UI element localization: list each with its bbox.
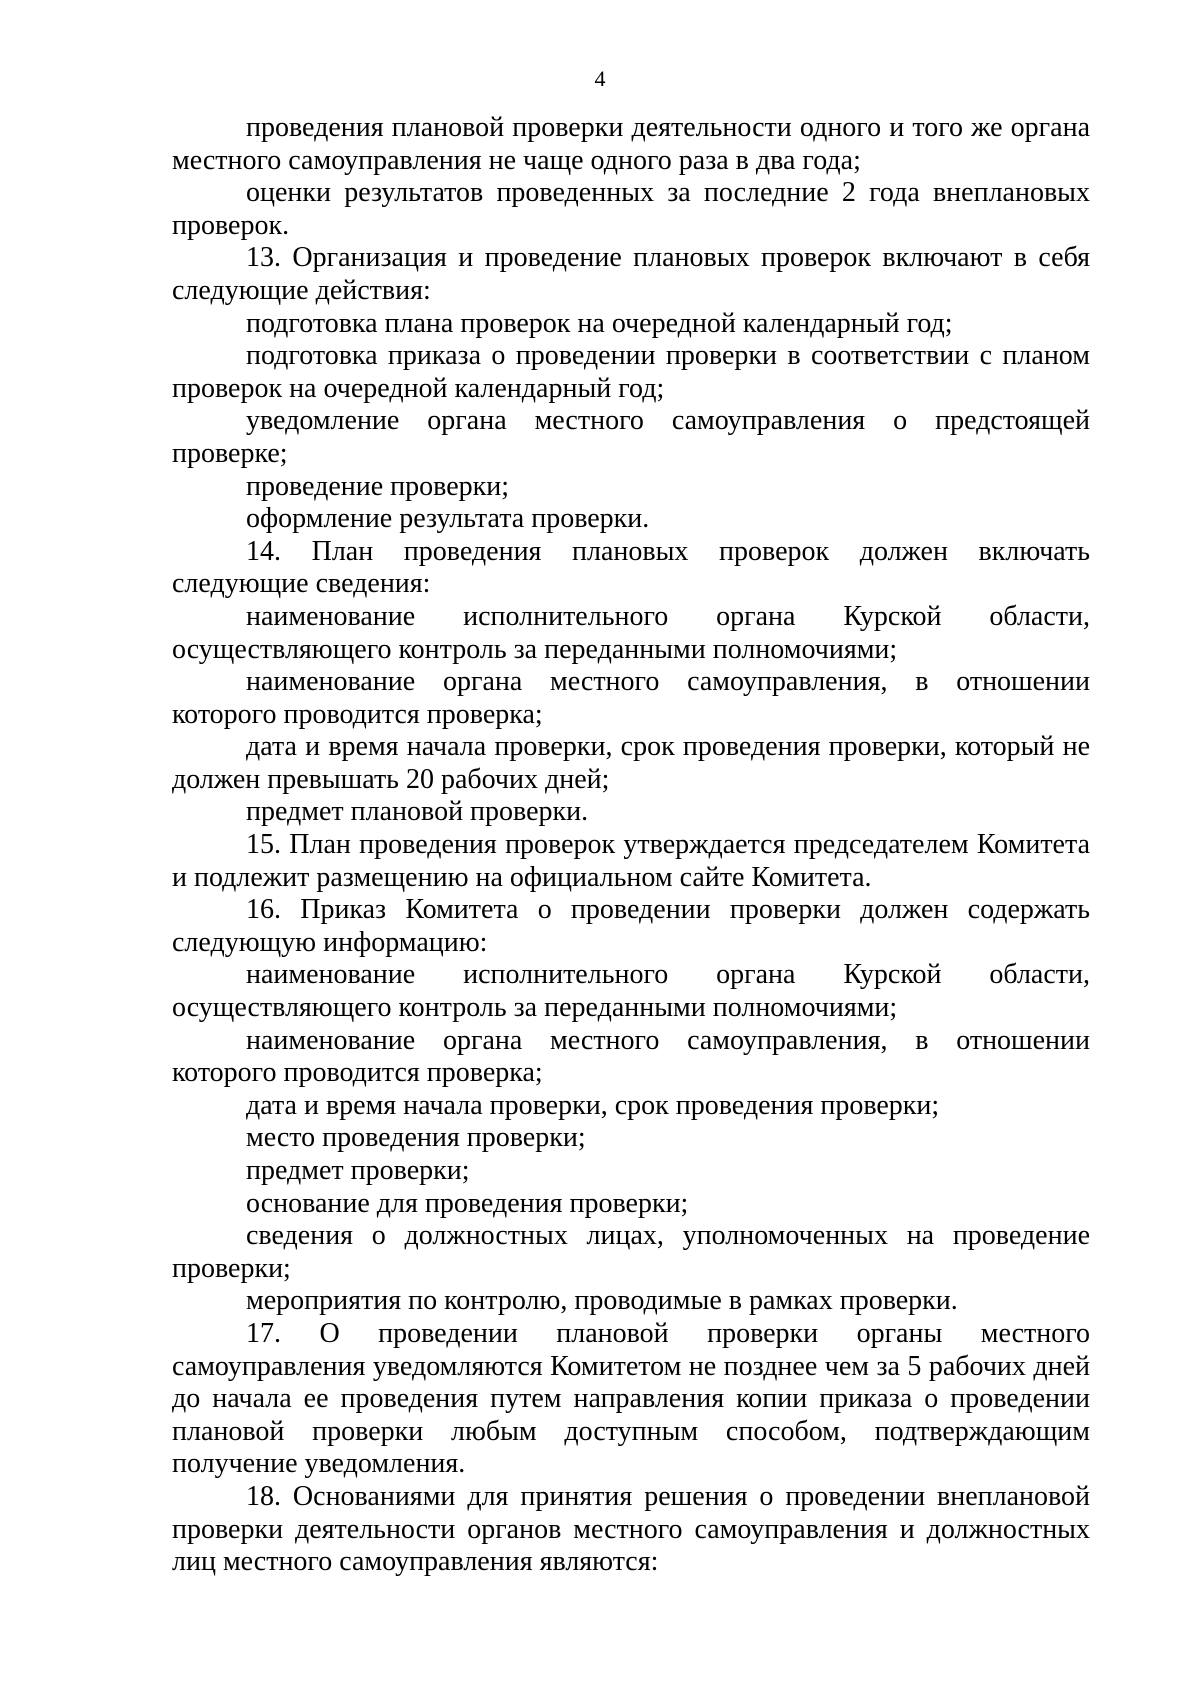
- paragraph-unscheduled-results: оценки результатов проведенных за последние 2 года внеплановых проверок.: [172, 177, 1090, 241]
- paragraph-inspection-frequency: проведения плановой проверки деятельности одного и того же органа местного самоуправления не чаще одного раза в два года;: [172, 112, 1090, 176]
- list-item-conduct: проведение проверки;: [246, 470, 510, 502]
- paragraph-14: 14. План проведения плановых проверок должен включать следующие сведения:: [172, 535, 1090, 600]
- list-item-local-body-name-2: наименование органа местного самоуправления, в отношении которого проводится проверка;: [172, 1024, 1090, 1089]
- list-item-officials: сведения о должностных лицах, уполномоченных на проведение проверки;: [172, 1220, 1090, 1284]
- list-item-subject: предмет плановой проверки.: [246, 796, 589, 828]
- paragraph-17: 17. О проведении плановой проверки органы местного самоуправления уведомляются Комитетом не позднее чем за 5 рабочих дней до начала ее проведения путем направления копии приказа о проведении плановой проверки любым доступным способом, подтверждающим получение уведомления.: [172, 1317, 1090, 1480]
- list-item-result-registration: оформление результата проверки.: [246, 503, 650, 535]
- list-item-basis: основание для проведения проверки;: [246, 1187, 689, 1219]
- list-item-subject-2: предмет проверки;: [246, 1155, 470, 1186]
- paragraph-18: 18. Основаниями для принятия решения о проведении внеплановой проверки деятельности органов местного самоуправления и должностных лиц местного самоуправления являются:: [172, 1480, 1090, 1578]
- list-item-date-time-2: дата и время начала проверки, срок проведения проверки;: [246, 1089, 940, 1121]
- list-item-control-measures: мероприятия по контролю, проводимые в рамках проверки.: [246, 1285, 958, 1317]
- list-item-plan-preparation: подготовка плана проверок на очередной календарный год;: [246, 307, 953, 339]
- page-number: 4: [594, 66, 606, 91]
- list-item-date-time: дата и время начала проверки, срок проведения проверки, который не должен превышать 20 рабочих дней;: [172, 731, 1090, 795]
- list-item-executive-body-name-2: наименование исполнительного органа Курской области, осуществляющего контроль за переданными полномочиями;: [172, 959, 1090, 1024]
- list-item-executive-body-name: наименование исполнительного органа Курской области, осуществляющего контроль за переданными полномочиями;: [172, 600, 1090, 665]
- list-item-order-preparation: подготовка приказа о проведении проверки в соответствии с планом проверок на очередной календарный год;: [172, 340, 1090, 404]
- list-item-local-body-name: наименование органа местного самоуправления, в отношении которого проводится проверка;: [172, 666, 1090, 730]
- list-item-place: место проведения проверки;: [246, 1122, 586, 1154]
- paragraph-16: 16. Приказ Комитета о проведении проверки должен содержать следующую информацию:: [172, 894, 1090, 958]
- paragraph-15: 15. План проведения проверок утверждается председателем Комитета и подлежит размещению на официальном сайте Комитета.: [172, 829, 1090, 893]
- list-item-notification: уведомление органа местного самоуправления о предстоящей проверке;: [172, 405, 1090, 469]
- document-body: [172, 112, 1090, 1579]
- paragraph-13: 13. Организация и проведение плановых проверок включают в себя следующие действия:: [172, 242, 1090, 306]
